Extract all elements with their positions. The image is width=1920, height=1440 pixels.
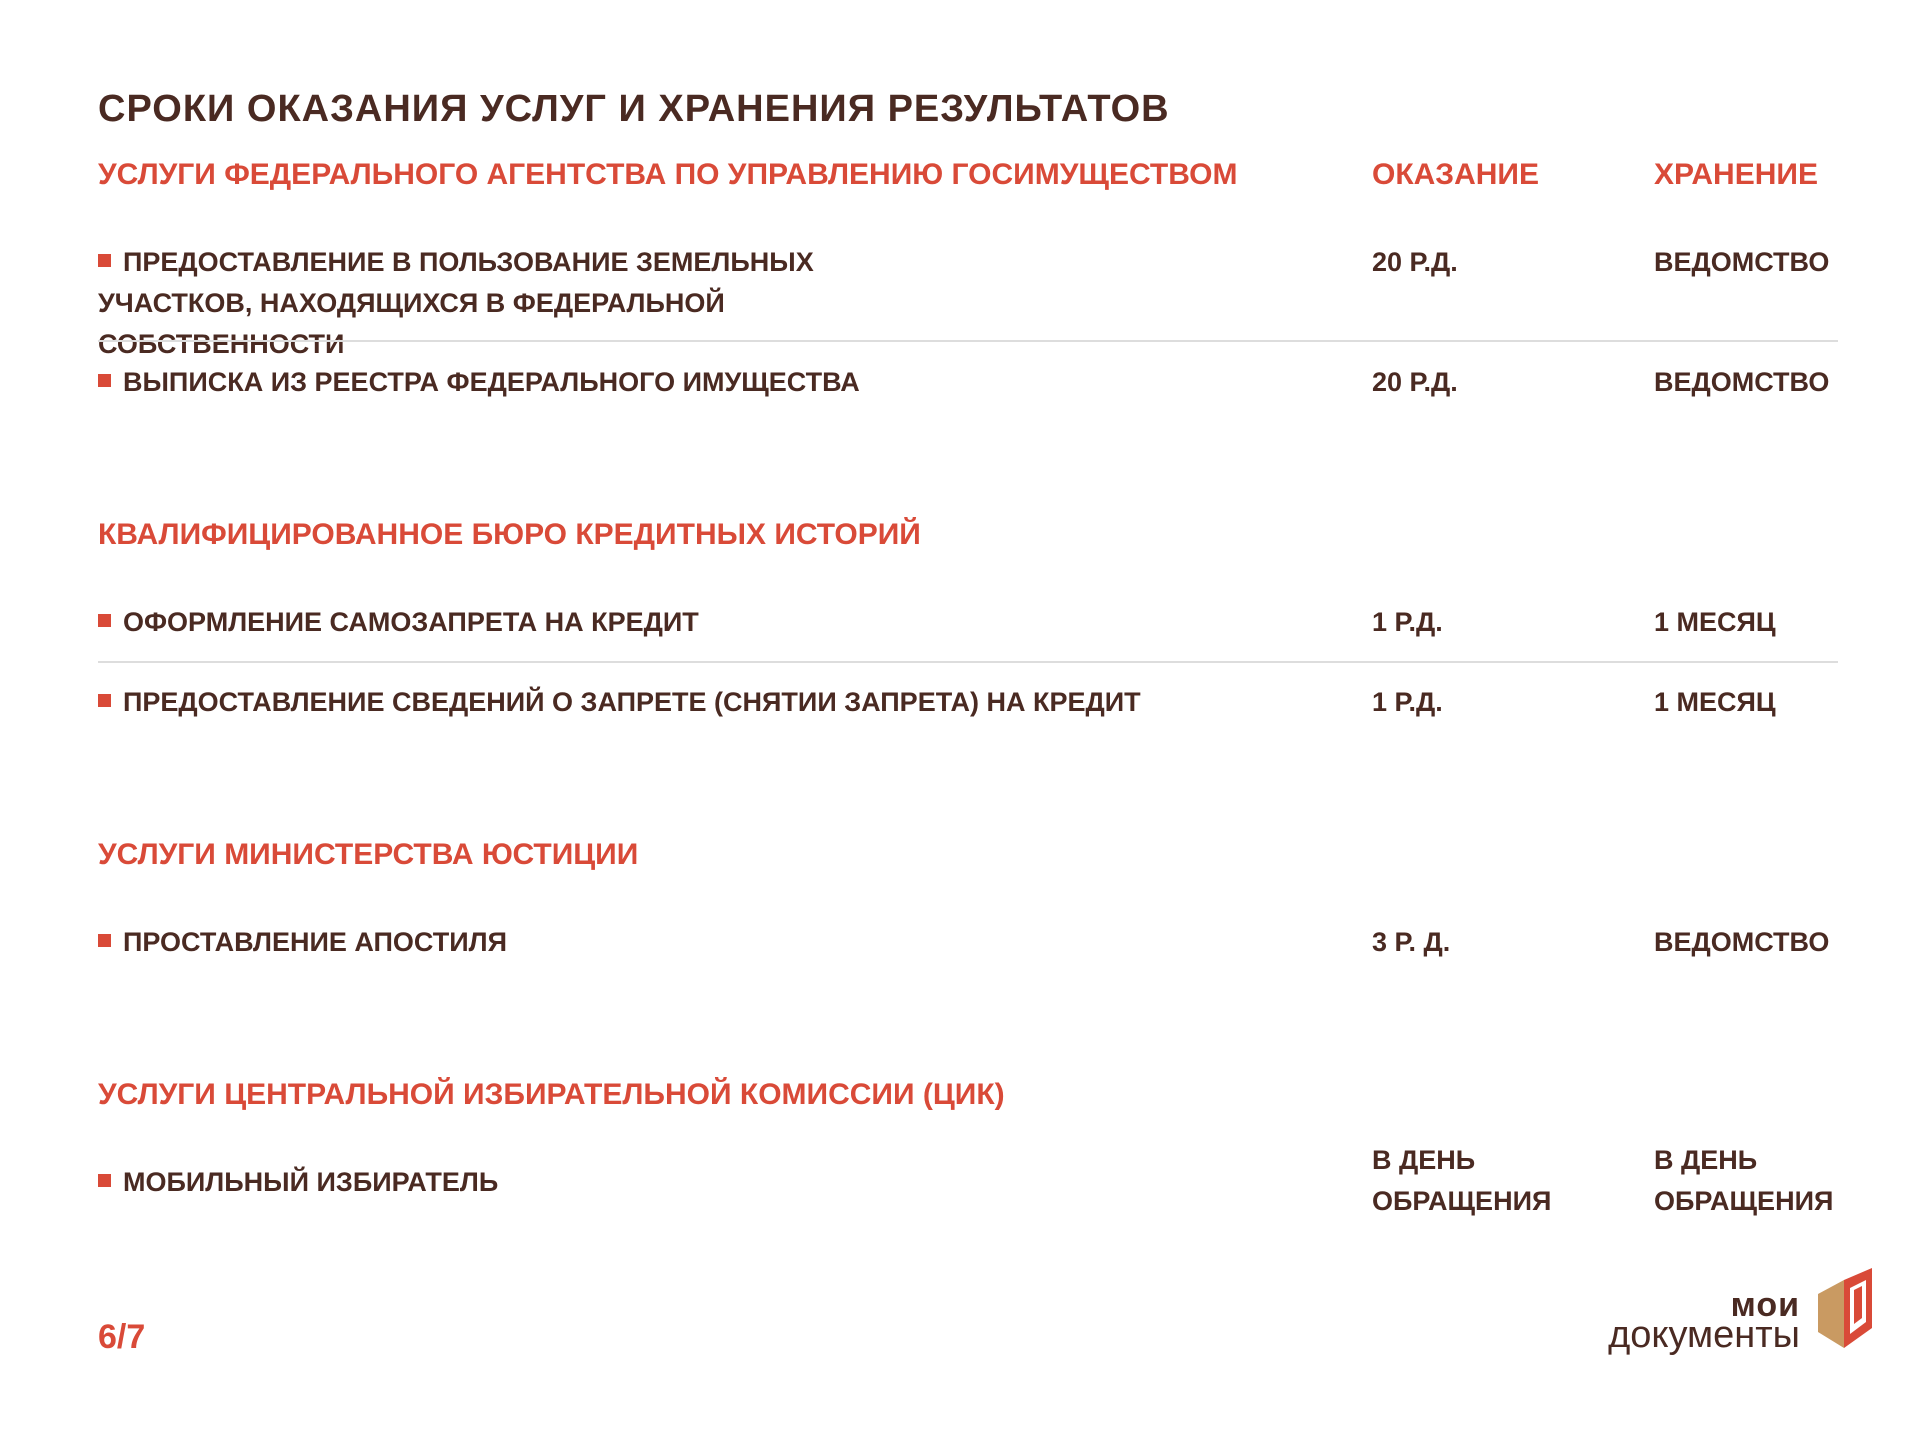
section-heading-ministry-justice: УСЛУГИ МИНИСТЕРСТВА ЮСТИЦИИ: [98, 838, 639, 871]
storage-value: ВЕДОМСТВО: [1654, 927, 1830, 957]
bullet-icon: [98, 694, 111, 707]
bullet-icon: [98, 934, 111, 947]
service-name: ПРОСТАВЛЕНИЕ АПОСТИЛЯ: [123, 927, 507, 957]
term-value: 1 Р.Д.: [1372, 607, 1443, 637]
section-heading-credit-bureau: КВАЛИФИЦИРОВАННОЕ БЮРО КРЕДИТНЫХ ИСТОРИЙ: [98, 518, 921, 551]
bullet-icon: [98, 374, 111, 387]
section-heading-rosimushchestvo: УСЛУГИ ФЕДЕРАЛЬНОГО АГЕНТСТВА ПО УПРАВЛЕНИЮ ГОСИМУЩЕСТВОМ: [98, 158, 1238, 191]
service-name: ВЫПИСКА ИЗ РЕЕСТРА ФЕДЕРАЛЬНОГО ИМУЩЕСТВА: [123, 367, 860, 397]
service-name: ОФОРМЛЕНИЕ САМОЗАПРЕТА НА КРЕДИТ: [123, 607, 699, 637]
term-value: 3 Р. Д.: [1372, 927, 1451, 957]
term-value: 1 Р.Д.: [1372, 687, 1443, 717]
page-number: 6/7: [98, 1318, 146, 1356]
term-value: 20 Р.Д.: [1372, 247, 1458, 277]
column-header-storage: ХРАНЕНИЕ: [1654, 158, 1818, 191]
section-heading-cik: УСЛУГИ ЦЕНТРАЛЬНОЙ ИЗБИРАТЕЛЬНОЙ КОМИССИИ (ЦИК): [98, 1078, 1005, 1111]
column-header-term: ОКАЗАНИЕ: [1372, 158, 1540, 191]
storage-value: 1 МЕСЯЦ: [1654, 687, 1776, 717]
service-name: МОБИЛЬНЫЙ ИЗБИРАТЕЛЬ: [123, 1167, 499, 1197]
row-divider: [98, 661, 1838, 663]
bullet-icon: [98, 254, 111, 267]
bullet-icon: [98, 1174, 111, 1187]
row-divider: [98, 340, 1838, 342]
logo-text-line2: документы: [1608, 1314, 1800, 1356]
term-value: В ДЕНЬ ОБРАЩЕНИЯ: [1372, 1145, 1552, 1216]
storage-value: 1 МЕСЯЦ: [1654, 607, 1776, 637]
storage-value: В ДЕНЬ ОБРАЩЕНИЯ: [1654, 1145, 1834, 1216]
logo-text-line1: мои: [1730, 1286, 1800, 1324]
moi-dokumenty-logo-icon: [1810, 1266, 1880, 1356]
term-value: 20 Р.Д.: [1372, 367, 1458, 397]
page-title: СРОКИ ОКАЗАНИЯ УСЛУГ И ХРАНЕНИЯ РЕЗУЛЬТАТОВ: [98, 88, 1170, 130]
service-name: ПРЕДОСТАВЛЕНИЕ В ПОЛЬЗОВАНИЕ ЗЕМЕЛЬНЫХ УЧАСТКОВ, НАХОДЯЩИХСЯ В ФЕДЕРАЛЬНОЙ СОБСТВЕННОСТИ: [98, 247, 814, 359]
service-name: ПРЕДОСТАВЛЕНИЕ СВЕДЕНИЙ О ЗАПРЕТЕ (СНЯТИИ ЗАПРЕТА) НА КРЕДИТ: [123, 687, 1141, 717]
brand-logo: [1550, 1262, 1880, 1372]
storage-value: ВЕДОМСТВО: [1654, 247, 1830, 277]
bullet-icon: [98, 614, 111, 627]
storage-value: ВЕДОМСТВО: [1654, 367, 1830, 397]
